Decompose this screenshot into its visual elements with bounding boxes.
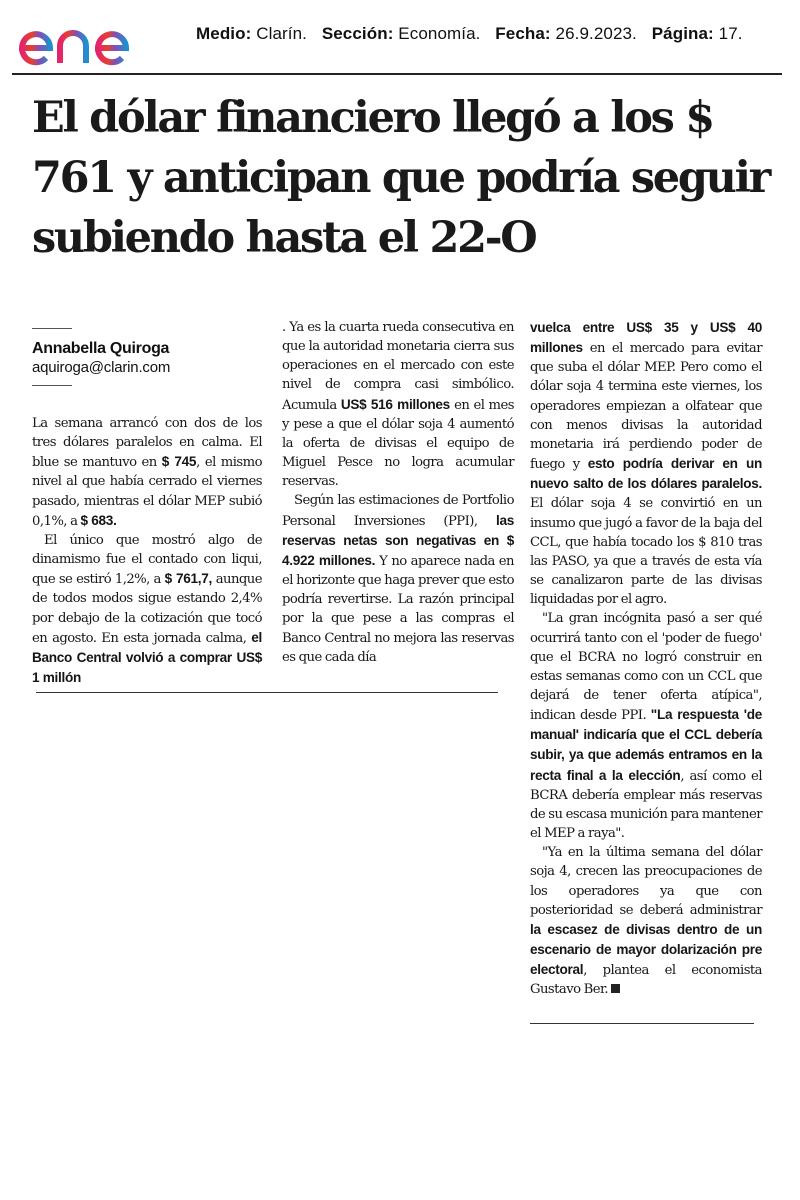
paragraph-2: El único que mostró algo de dinamismo fue el contado con liqui, que se estiró 1,2%, a $ 761,7, aunque de todos modos sigue estando 2,4% por debajo de la cotización que tocó en agosto. En esta jornada calma, el Banco Central volvió a comprar US$ 1 millón xyxy=(32,532,262,686)
seccion-value: Economía. xyxy=(398,24,481,43)
paragraph-5: "Ya en la última semana del dólar soja 4, crecen las preocupaciones de los operadores ya que con posterioridad se deberá administrar la escasez de divisas dentro de un escenario de mayor dolarización pre electoral, plantea el economista Gustavo Ber. xyxy=(530,845,762,998)
fecha-label: Fecha: xyxy=(495,24,551,43)
pagina-label: Página: xyxy=(651,24,714,43)
byline-rule-bottom xyxy=(32,385,72,386)
fecha-value: 26.9.2023. xyxy=(555,24,637,43)
author-email[interactable]: aquiroga@clarin.com xyxy=(32,359,171,376)
column-divider xyxy=(36,692,498,693)
article-column-3 xyxy=(530,318,762,999)
medio-label: Medio: xyxy=(196,24,252,43)
article-headline: El dólar financiero llegó a los $ 761 y anticipan que podría seguir subiendo hasta el 22-O xyxy=(32,93,769,263)
article-column-1 xyxy=(32,414,262,688)
end-of-article-mark xyxy=(611,984,620,993)
paragraph-4: "La gran incógnita pasó a ser qué ocurrirá tanto con el 'poder de fuego' que el BCRA no logró construir en estas semanas como con un CCL que dejará de tener oferta atípica", indican desde PPI. "La respuesta 'de manual' indicaría que el CCL debería subir, ya que además entramos en la recta final a la elección, así como el BCRA debería emplear más reservas de su escasa munición para mantener el MEP a raya". xyxy=(530,611,762,842)
article-column-2 xyxy=(282,318,514,667)
paragraph-2-continued: . Ya es la cuarta rueda consecutiva en que la autoridad monetaria cierra sus operaciones en el mercado con este nivel de compra casi simbólico. Acumula US$ 516 millones en el mes y pese a que el dólar soja 4 aumentó la oferta de divisas el equipo de Miguel Pesce no logra acumular reservas. xyxy=(282,320,514,490)
seccion-label: Sección: xyxy=(321,24,394,43)
article-end-rule xyxy=(530,1023,754,1024)
paragraph-3: Según las estimaciones de Portfolio Personal Inversiones (PPI), las reservas netas son negativas en $ 4.922 millones. Y no aparece nada en el horizonte que haga prever que esto podría revertirse. La razón principal por la que pese a las compras el Banco Central no mejora las reservas es que cada día xyxy=(282,493,514,665)
header-divider xyxy=(12,73,782,75)
medio-value: Clarín. xyxy=(256,24,307,43)
byline-rule-top xyxy=(32,328,72,329)
author-name: Annabella Quiroga xyxy=(32,340,170,357)
paragraph-3-continued: vuelca entre US$ 35 y US$ 40 millones en el mercado para evitar que suba el dólar MEP. Pero como el dólar soja 4 termina este viernes, los operadores empiezan a olfatear que con menos divisas la autoridad monetaria irá perdiendo poder de fuego y esto podría derivar en un nuevo salto de los dólares paralelos. El dólar soja 4 se convirtió en un insumo que jugó a favor de la baja del CCL, que había tocado los $ 810 tras las PASO, ya que a través de esta vía se canalizaron parte de las divisas liquidadas por el agro. xyxy=(530,320,762,608)
enel-logo xyxy=(16,6,184,68)
logo-text: enel xyxy=(16,6,19,7)
pagina-value: 17. xyxy=(718,24,743,43)
publication-meta xyxy=(196,24,743,44)
paragraph-1: La semana arrancó con dos de los tres dólares paralelos en calma. El blue se mantuvo en $ 745, el mismo nivel al que había cerrado el viernes pasado, mientras el dólar MEP subió 0,1%, a $ 683. xyxy=(32,416,262,529)
